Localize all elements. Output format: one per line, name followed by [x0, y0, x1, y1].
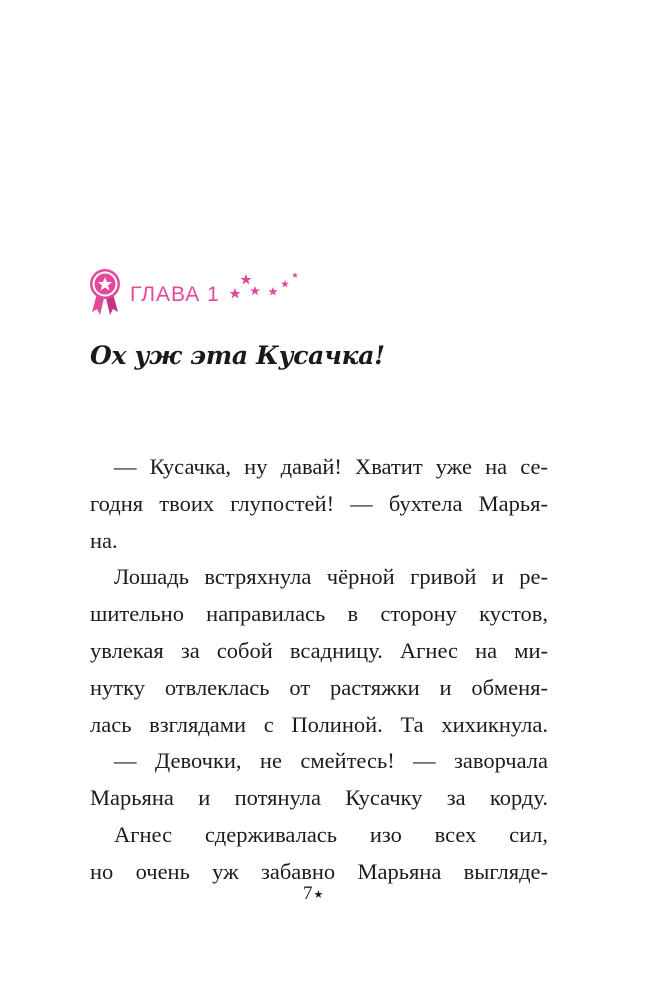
stars-decoration-icon	[226, 266, 306, 306]
page-number	[303, 883, 323, 905]
page-number-value: 7	[303, 883, 313, 904]
text-line: лась взглядами с Полиной. Та хихикнула.	[90, 711, 548, 737]
text-line: нутку отвлеклась от растяжки и обменя-	[90, 674, 548, 700]
rosette-ribbon-icon	[88, 266, 122, 322]
text-line: Марьяна и потянула Кусачку за корду.	[90, 785, 548, 811]
page-star-icon: ★	[313, 889, 324, 901]
chapter-title: Ох уж эта Кусачка!	[90, 341, 385, 370]
text-line: Лошадь встряхнула чёрной гривой и ре-	[114, 564, 548, 590]
text-line: шительно направилась в сторону кустов,	[90, 601, 548, 627]
body-text	[90, 449, 548, 891]
chapter-label: ГЛАВА 1	[130, 283, 220, 306]
text-line: на.	[90, 527, 118, 553]
text-line: — Девочки, не смейтесь! — заворчала	[114, 748, 548, 774]
text-line: но очень уж забавно Марьяна выгляде-	[90, 858, 548, 884]
text-line: — Кусачка, ну давай! Хватит уже на се-	[114, 454, 548, 479]
chapter-header	[88, 266, 328, 322]
text-line: увлекая за собой всадницу. Агнес на ми-	[90, 637, 548, 663]
text-line: годня твоих глупостей! — бухтела Марья-	[90, 490, 548, 516]
text-line: Агнес сдерживалась изо всех сил,	[114, 821, 548, 847]
